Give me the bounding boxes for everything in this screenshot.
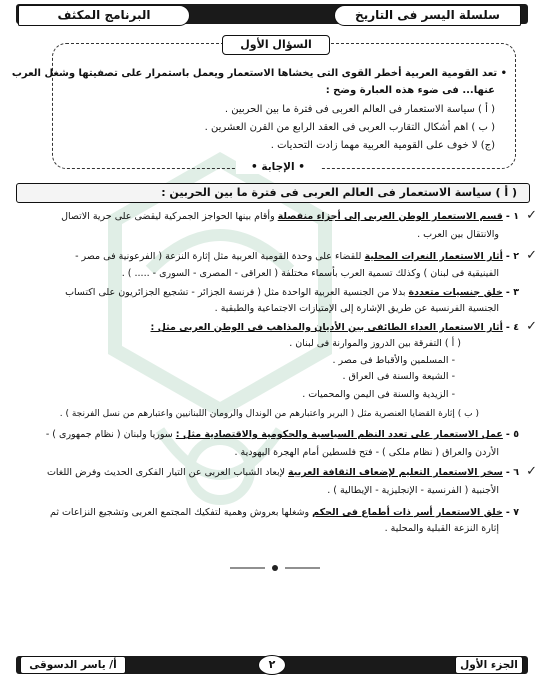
item-5-bold: عمل الاستعمار على تعدد النظم السياسية والحكومية والاقتصادية مثل : xyxy=(175,429,503,440)
check-mark-icon: ✓ xyxy=(526,248,537,263)
question-title: السؤال الأول xyxy=(222,35,330,55)
item-6-line-2: الأجنبية ( الفرنسية - الإنجليزية - الإيطالية ) . xyxy=(327,485,499,496)
page-number: ٢ xyxy=(258,655,286,675)
check-mark-icon: ✓ xyxy=(526,464,537,479)
item-3-bold: خلق جنسيات متعددة xyxy=(408,287,503,298)
item-2 xyxy=(75,250,519,263)
item-5-text: سوريا ولبنان ( نظام جمهورى ) - xyxy=(45,429,176,440)
item-7-bold: خلق الاستعمار أسر ذات أطماع فى الحكم xyxy=(312,507,503,518)
question-part-c: (ج) لا خوف على القومية العربية مهما زادت التحديات . xyxy=(270,140,495,151)
check-mark-icon: ✓ xyxy=(526,208,537,223)
item-6-text: لإبعاد الشباب العربى عن التيار الفكرى الحديث وفرض اللغات xyxy=(46,467,289,478)
item-3-text: بدلا من الجنسية العربية الواحدة مثل ( فرنسة الجزائر - تشجيع الجزائريون على اكتساب xyxy=(65,287,409,298)
item-2-number: ٢ - xyxy=(505,251,519,262)
answer-label: • الإجابة • xyxy=(236,161,320,174)
item-7-line-2: إثارة النزعة القبلية والمحلية . xyxy=(384,523,499,534)
item-4-a-1: - المسلمين والأقباط فى مصر . xyxy=(332,355,455,366)
item-4-a: ( أ ) التفرقة بين الدروز والموارنة فى لبنان . xyxy=(289,338,461,349)
item-1-number: ١ - xyxy=(505,211,519,222)
section-heading: ( أ ) سياسة الاستعمار فى العالم العربى فى فترة ما بين الحربين : xyxy=(161,186,517,199)
item-3-number: ٣ - xyxy=(505,287,519,298)
item-5-line-2: الأردن والعراق ( نظام ملكى ) - فتح فلسطين أمام الهجرة اليهودية . xyxy=(234,447,499,458)
item-1-bold: قسم الاستعمار الوطن العربى إلى أجزاء منفصلة xyxy=(277,211,503,222)
item-3-line-2: الجنسية الفرنسية عن طريق الإشارة إلى الإمتيازات الاجتماعية والطبقية . xyxy=(214,303,499,314)
item-4-bold: أثار الاستعمار العداء الطائفى بين الأديان والمذاهب فى الوطن العربى مثل : xyxy=(150,322,503,333)
item-1-line-2: والانتقال بين العرب . xyxy=(417,229,499,240)
item-4-b: ( ب ) إثارة القضايا العنصرية مثل ( البربر واعتبارهم من الوندال والرومان اللبنانيين واعتبارهم من نسل الفرنجة ) . xyxy=(59,409,479,419)
item-4-number: ٤ - xyxy=(505,322,519,333)
question-part-a: ( أ ) سياسة الاستعمار فى العالم العربى فى فترة ما بين الحربين . xyxy=(224,104,495,115)
item-6-bold: سخر الاستعمار التعليم لإضعاف الثقافة العربية xyxy=(288,467,503,478)
divider-ornament-icon xyxy=(230,562,320,574)
item-1 xyxy=(61,210,519,223)
item-2-bold: أثار الاستعمار النعرات المحلية xyxy=(364,251,503,262)
item-7-number: ٧ - xyxy=(505,507,519,518)
item-4-a-2: - الشيعة والسنة فى العراق . xyxy=(342,371,455,382)
item-2-line-2: الفينيقية فى لبنان ) وكذلك تسمية العرب بأسماء مختلفة ( العراقى - المصرى - السورى - ..... ) . xyxy=(121,268,499,279)
item-5 xyxy=(46,428,519,441)
program-title: البرنامج المكثف xyxy=(18,5,190,26)
item-4 xyxy=(151,321,519,334)
item-7-text: وشغلها بعروش وهمية لتفكيك المجتمع العربى وتشجيع النزاعات ثم xyxy=(50,507,313,518)
item-5-number: ٥ - xyxy=(505,429,519,440)
footer-author: أ/ ياسر الدسوقى xyxy=(20,656,126,674)
item-4-a-3: - الزيدية والسنة فى اليمن والمحميات . xyxy=(302,389,455,400)
question-stem-2: عنها... فى ضوء هذه العبارة وضح : xyxy=(325,85,495,96)
item-1-text: وأقام بينها الحواجز الجمركية ليقضى على حرية الاتصال xyxy=(61,211,278,222)
item-7 xyxy=(50,506,519,519)
series-title: سلسلة اليسر فى التاريخ xyxy=(334,5,521,26)
question-stem-1: • تعد القومية العربية أخطر القوى التى يخشاها الاستعمار ويعمل باستمرار على تصفيتها وشغل العرب xyxy=(11,68,507,79)
check-mark-icon: ✓ xyxy=(526,319,537,334)
item-3 xyxy=(65,286,519,299)
footer-part: الجزء الأول xyxy=(455,656,523,674)
item-6-number: ٦ - xyxy=(505,467,519,478)
question-part-b: ( ب ) اهم أشكال التقارب العربى فى العقد الرابع من القرن العشرين . xyxy=(204,122,495,133)
item-2-text: للقضاء على وحدة القومية العربية مثل إثارة النزعة ( الفرعونية فى مصر - xyxy=(75,251,365,262)
item-6 xyxy=(47,466,519,479)
